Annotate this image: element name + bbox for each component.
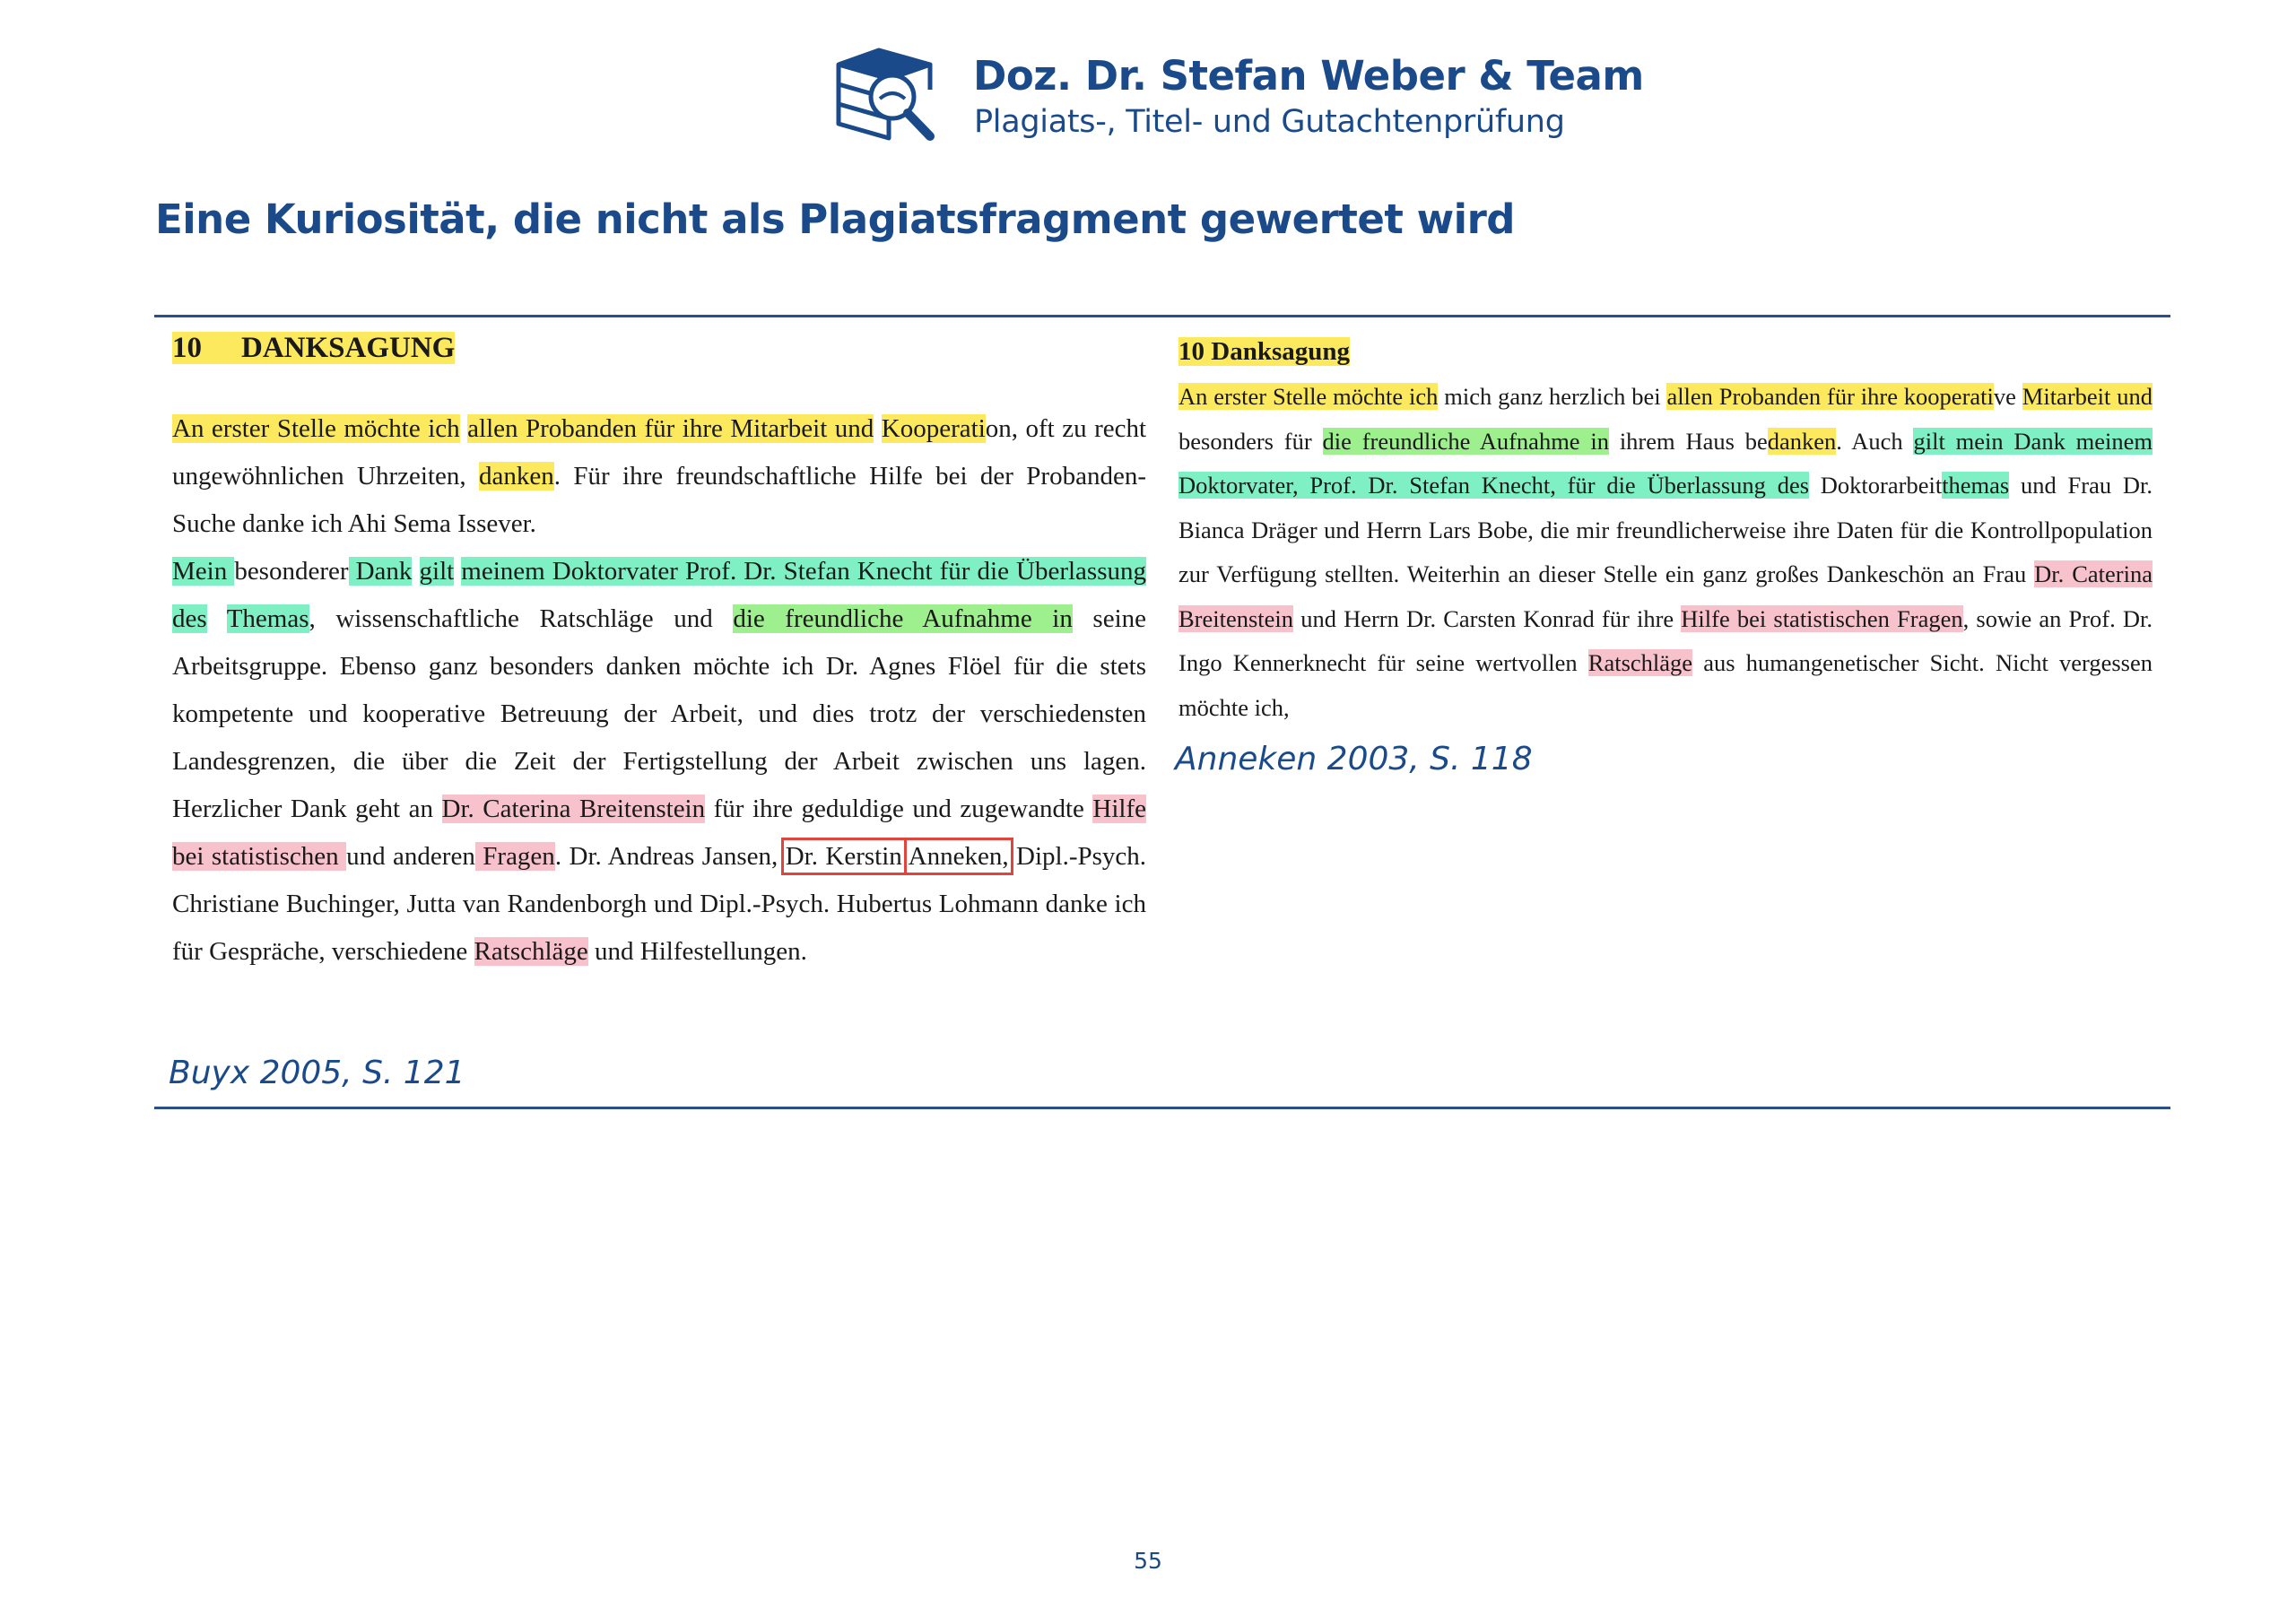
book-stack-magnifier-icon <box>830 45 946 143</box>
text-span: Kooperati <box>881 414 986 443</box>
text-span: und Frau Dr. Bianca Dräger und Herrn Lars Bobe, die mir freundlicherweise ihre Daten für die Kontrollpopulation zur Verfügung stellten. Weiterhin an dieser Stelle ein ganz großes Dankeschön an Frau <box>1178 472 2152 587</box>
text-span: ihrem Haus be <box>1609 427 1768 455</box>
text-span: Dr. Caterina Breitenstein <box>441 795 706 823</box>
text-span: meinem Doktorvater Prof. Dr. Stefan Knecht für die Überlassung des <box>172 557 1147 633</box>
left-paragraph-2 <box>172 548 1146 976</box>
right-text <box>1178 375 2152 730</box>
text-span <box>412 557 419 586</box>
text-span: Doktorarbeit <box>1809 472 1943 499</box>
text-span: besonderer <box>234 557 349 586</box>
left-paragraph-1 <box>172 405 1146 548</box>
text-span: Hilfe bei statistischen <box>172 795 1146 871</box>
boxed-name: Dr. Kerstin <box>785 842 902 871</box>
boxed-name: Anneken, <box>908 842 1009 871</box>
text-span: besonders für <box>1178 427 1323 455</box>
right-heading-text: 10 Danksagung <box>1178 337 1350 366</box>
text-span: danken <box>479 462 554 491</box>
text-span: seine Arbeitsgruppe. Ebenso ganz besonders danken möchte ich Dr. Agnes Flöel für die stets kompetente und kooperative Betreuung der Arbeit, und dies trotz der verschiedensten Landesgrenzen, die über die Zeit der Fertigstellung der Arbeit zwischen uns lagen. Herzlicher Dank geht an <box>172 604 1146 823</box>
text-span: Mein <box>172 557 235 586</box>
text-span: Dipl.-Psych. Christiane Buchinger, Jutta van Randenborgh und Dipl.-Psych. Hubertus Lohmann danke ich für Gespräche, verschiedene <box>172 842 1147 966</box>
text-span: aus humangenetischer Sicht. Nicht vergessen möchte ich, <box>1178 649 2153 721</box>
left-heading <box>172 328 1146 368</box>
page-title: Eine Kuriosität, die nicht als Plagiatsfragment gewertet wird <box>155 195 1515 243</box>
text-span: und Hilfestellungen. <box>587 937 807 966</box>
text-span: . Dr. Andreas Jansen, <box>554 842 786 871</box>
text-span: Hilfe bei statistischen Fragen <box>1681 604 1963 632</box>
left-heading-number: 10 <box>172 332 202 364</box>
text-span: die freundliche Aufnahme in <box>733 604 1073 633</box>
text-span: allen Probanden für ihre kooperati <box>1666 383 1994 410</box>
bottom-divider <box>154 1107 2170 1109</box>
text-span: und anderen <box>346 842 475 871</box>
text-span: mich ganz herzlich bei <box>1438 383 1667 410</box>
text-span: ve <box>1993 383 2022 410</box>
text-span: Fragen <box>474 842 555 871</box>
right-excerpt <box>1178 332 2152 730</box>
left-heading-text: DANKSAGUNG <box>241 332 456 364</box>
left-source-citation: Buyx 2005, S. 121 <box>169 1055 465 1091</box>
text-span: Dr. Caterina Breitenstein <box>1178 560 2152 632</box>
text-span: Themas <box>226 604 309 633</box>
text-span: An erster Stelle möchte ich <box>1178 383 1439 410</box>
text-span: die freundliche Aufnahme in <box>1322 427 1609 455</box>
brand-logo <box>830 45 1644 152</box>
text-span: Dank <box>348 557 413 586</box>
right-paragraph-1 <box>1178 375 2152 730</box>
text-span: Mitarbeit und <box>2022 383 2152 410</box>
text-span <box>460 414 468 443</box>
text-span: themas <box>1942 472 2010 499</box>
text-span: und Herrn Dr. Carsten Konrad für ihre <box>1293 604 1682 632</box>
text-span <box>207 604 227 633</box>
brand-subtitle: Plagiats-, Titel- und Gutachtenprüfung <box>974 104 1565 140</box>
left-excerpt <box>172 328 1146 976</box>
text-span: allen Probanden für ihre Mitarbeit und <box>467 414 874 443</box>
text-span: danken <box>1767 427 1837 455</box>
text-span: on, oft zu recht ungewöhnlichen Uhrzeiten, <box>172 414 1147 491</box>
text-span: für ihre geduldige und zugewandte <box>705 795 1093 823</box>
page-number: 55 <box>1134 1548 1162 1574</box>
text-span: Ratschläge <box>474 937 588 966</box>
text-span: An erster Stelle möchte ich <box>172 414 460 443</box>
text-span: gilt mein Dank meinem Doktorvater, Prof. Dr. Stefan Knecht, für die Überlassung des <box>1178 427 2152 499</box>
text-span <box>902 842 909 871</box>
text-span: gilt <box>419 557 455 586</box>
text-span: Ratschläge <box>1587 649 1693 676</box>
text-span <box>874 414 882 443</box>
text-span: . Auch <box>1836 427 1914 455</box>
top-divider <box>154 315 2170 317</box>
right-heading <box>1178 332 2152 371</box>
text-span: , wissenschaftliche Ratschläge und <box>309 604 734 633</box>
brand-title: Doz. Dr. Stefan Weber & Team <box>973 52 1644 100</box>
left-text <box>172 405 1146 976</box>
text-span: , sowie an Prof. Dr. Ingo Kennerknecht für seine wertvollen <box>1178 604 2153 676</box>
right-source-citation: Anneken 2003, S. 118 <box>1175 741 1533 777</box>
text-span: . Für ihre freundschaftliche Hilfe bei der Probanden-Suche danke ich Ahi Sema Issever. <box>172 462 1146 538</box>
